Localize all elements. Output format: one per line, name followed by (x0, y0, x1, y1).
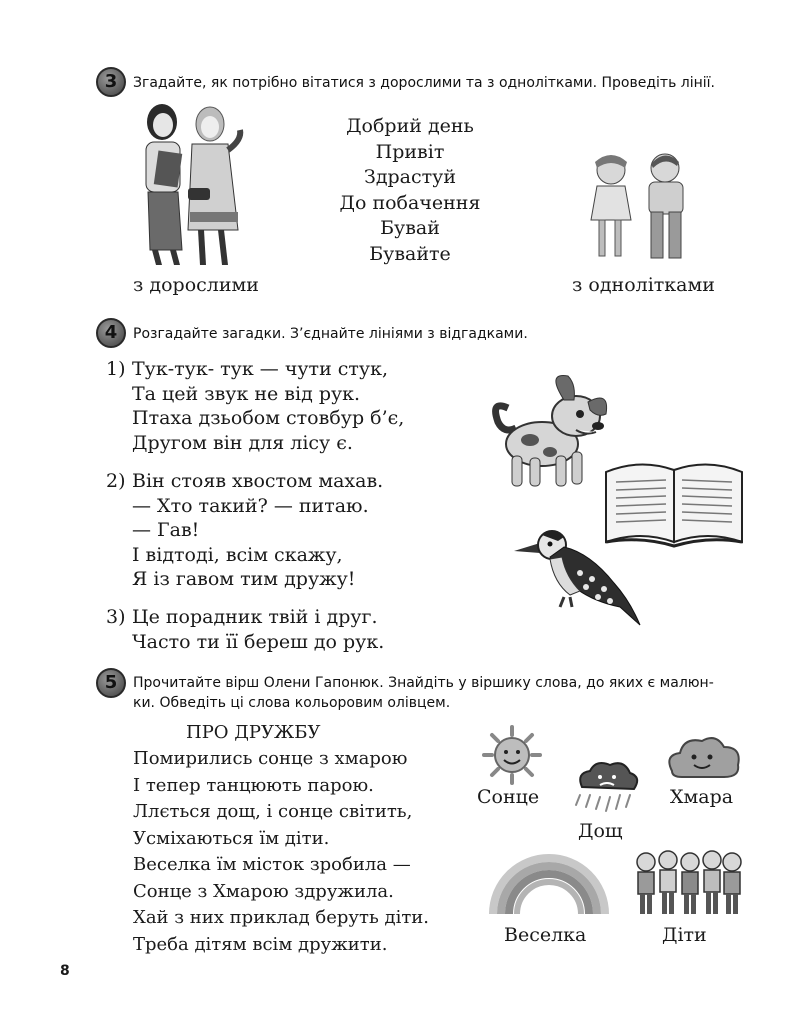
poem-line: Треба дітям всім дружити. (133, 933, 388, 955)
poem-line: Ллється дощ, і сонце світить, (133, 801, 413, 822)
task-instruction: Розгадайте загадки. З’єднайте лініями з відгадками. (133, 326, 528, 342)
riddle-line: Він стояв хвостом махав. (132, 470, 384, 492)
task-instruction: Згадайте, як потрібно вітатися з дорослими та з однолітками. Проведіть лінії. (133, 75, 715, 91)
woodpecker-illustration (510, 517, 645, 627)
riddle-line: Часто ти її береш до рук. (132, 630, 385, 653)
rain-cloud-icon (572, 757, 642, 817)
riddle-line: Я із гавом тим дружу! (132, 568, 356, 590)
task-number-badge: 3 (96, 67, 126, 97)
picture-label-rain: Дощ (578, 820, 623, 842)
greeting-item: Бувайте (369, 242, 451, 265)
riddle-line: Другом він для лісу є. (132, 431, 353, 454)
instruction-line: ки. Обведіть ці слова кольоровим олівцем. (133, 695, 451, 711)
children-group-icon (632, 848, 744, 918)
cloud-icon (664, 733, 742, 783)
riddle-line: Птаха дзьобом стовбур б’є, (132, 407, 405, 429)
greeting-item: Добрий день (346, 115, 474, 137)
riddle-marker: 3) (106, 606, 126, 628)
label-adults: з дорослими (133, 274, 259, 296)
greeting-item: До побачення (339, 191, 481, 214)
picture-label-sun: Сонце (477, 786, 540, 808)
poem-line: Усміхаються їм діти. (133, 827, 330, 849)
sun-icon (482, 725, 542, 785)
riddle-line: Тук-тук- тук — чути стук, (132, 358, 389, 380)
page-number: 8 (60, 963, 70, 979)
poem-line: І тепер танцюють парою. (133, 774, 374, 796)
instruction-line: Прочитайте вірш Олени Гапонюк. Знайдіть у віршику слова, до яких є малюн- (133, 675, 714, 691)
greeting-item: Привіт (375, 140, 445, 163)
adults-illustration (130, 100, 260, 270)
picture-label-kids: Діти (662, 924, 707, 946)
greeting-item: Здрастуй (363, 166, 457, 188)
poem-line: Сонце з Хмарою здружила. (133, 880, 394, 902)
peers-illustration (585, 150, 695, 265)
picture-label-rainbow: Веселка (504, 924, 587, 946)
poem-line: Хай з них приклад беруть діти. (133, 907, 430, 928)
label-peers: з однолітками (572, 274, 715, 296)
riddle-line: Це порадник твій і друг. (132, 606, 378, 628)
riddle-marker: 2) (106, 470, 126, 492)
riddle-line: І відтоді, всім скажу, (132, 543, 343, 566)
poem (133, 746, 429, 958)
task-number-badge: 5 (96, 668, 126, 698)
riddle-line: Та цей звук не від рук. (132, 382, 361, 405)
greeting-item: Бувай (380, 217, 440, 239)
riddle-line: — Хто такий? — питаю. (132, 494, 369, 517)
task-number-badge: 4 (96, 318, 126, 348)
task-instruction (133, 673, 763, 713)
dog-illustration (480, 370, 610, 495)
poem-line: Помирились сонце з хмарою (133, 748, 408, 769)
riddle-marker: 1) (106, 358, 126, 380)
rainbow-icon (487, 852, 611, 916)
poem-line: Веселка їм місток зробила — (133, 854, 411, 875)
poem-title: ПРО ДРУЖБУ (186, 722, 321, 743)
picture-label-cloud: Хмара (670, 786, 734, 808)
greetings-list (300, 114, 520, 267)
riddle-line: — Гав! (132, 519, 200, 541)
